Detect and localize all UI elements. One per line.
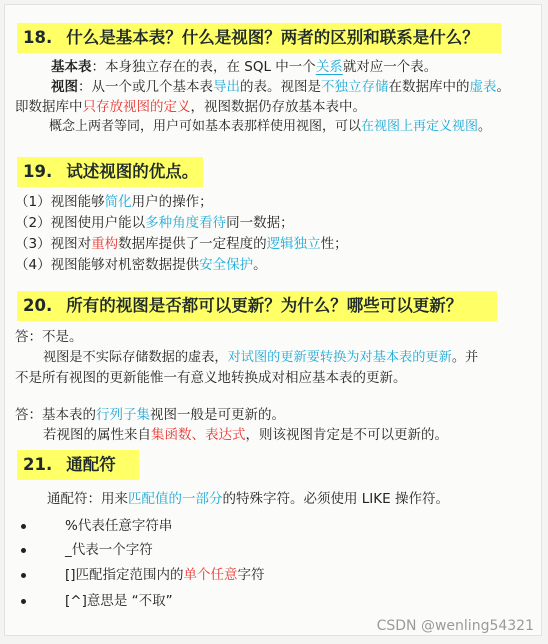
q20-answer-1: 答：不是。	[15, 329, 83, 345]
q19-heading	[17, 157, 203, 187]
q21-heading	[17, 450, 139, 480]
q21-bullet-1: %代表任意字符串	[65, 518, 173, 534]
q18-title: 什么是基本表？什么是视图？两者的区别和联系是什么？	[66, 28, 479, 47]
q21-bullet-4: [^]意思是 “不取”	[65, 593, 173, 609]
q18-heading	[17, 23, 501, 53]
q21-bullet-2: _代表一个字符	[65, 542, 153, 558]
q19-item-2: （2）视图使用户能以多种角度看待同一数据；	[15, 215, 294, 231]
q20-line-1: 视图是不实际存储数据的虚表，对试图的更新要转换为对基本表的更新。并	[43, 350, 479, 365]
bullet-dot-4	[21, 599, 26, 604]
q21-number: 21.	[23, 455, 53, 474]
csdn-watermark: CSDN @wenling54321	[376, 618, 534, 634]
q21-title: 通配符	[66, 455, 116, 474]
document-page	[4, 4, 542, 636]
q21-line-1: 通配符：用来匹配值的一部分的特殊字符。必须使用 LIKE 操作符。	[47, 491, 449, 507]
bullet-dot-3	[21, 573, 26, 578]
q20-answer-2: 答：基本表的行列子集视图一般是可更新的。	[15, 407, 285, 423]
q20-number: 20.	[23, 296, 53, 315]
q18-line-3: 即数据库中只存放视图的定义，视图数据仍存放基本表中。	[15, 99, 366, 115]
q20-line-4: 若视图的属性来自集函数、表达式，则该视图肯定是不可以更新的。	[43, 427, 448, 443]
q18-number: 18.	[23, 28, 53, 47]
q19-title: 试述视图的优点。	[66, 162, 199, 181]
q20-line-2: 不是所有视图的更新能惟一有意义地转换成对相应基本表的更新。	[15, 370, 407, 386]
q19-number: 19.	[23, 162, 53, 181]
q18-line-1: 基本表：本身独立存在的表，在 SQL 中一个关系就对应一个表。	[51, 59, 438, 75]
q18-line-4: 概念上两者等同，用户可如基本表那样使用视图，可以在视图上再定义视图。	[49, 119, 492, 134]
q20-heading	[17, 291, 497, 321]
q21-bullet-3: []匹配指定范围内的单个任意字符	[65, 567, 265, 583]
q18-line-2: 视图：从一个或几个基本表导出的表。视图是不独立存储在数据库中的虚表。	[51, 79, 510, 95]
q19-item-4: （4）视图能够对机密数据提供安全保护。	[15, 257, 267, 273]
q19-item-1: （1）视图能够简化用户的操作；	[15, 194, 213, 210]
bullet-dot-1	[21, 524, 26, 529]
bullet-dot-2	[21, 548, 26, 553]
q19-item-3: （3）视图对重构数据库提供了一定程度的逻辑独立性；	[15, 236, 348, 252]
q20-title: 所有的视图是否都可以更新？为什么？哪些可以更新？	[66, 296, 463, 315]
